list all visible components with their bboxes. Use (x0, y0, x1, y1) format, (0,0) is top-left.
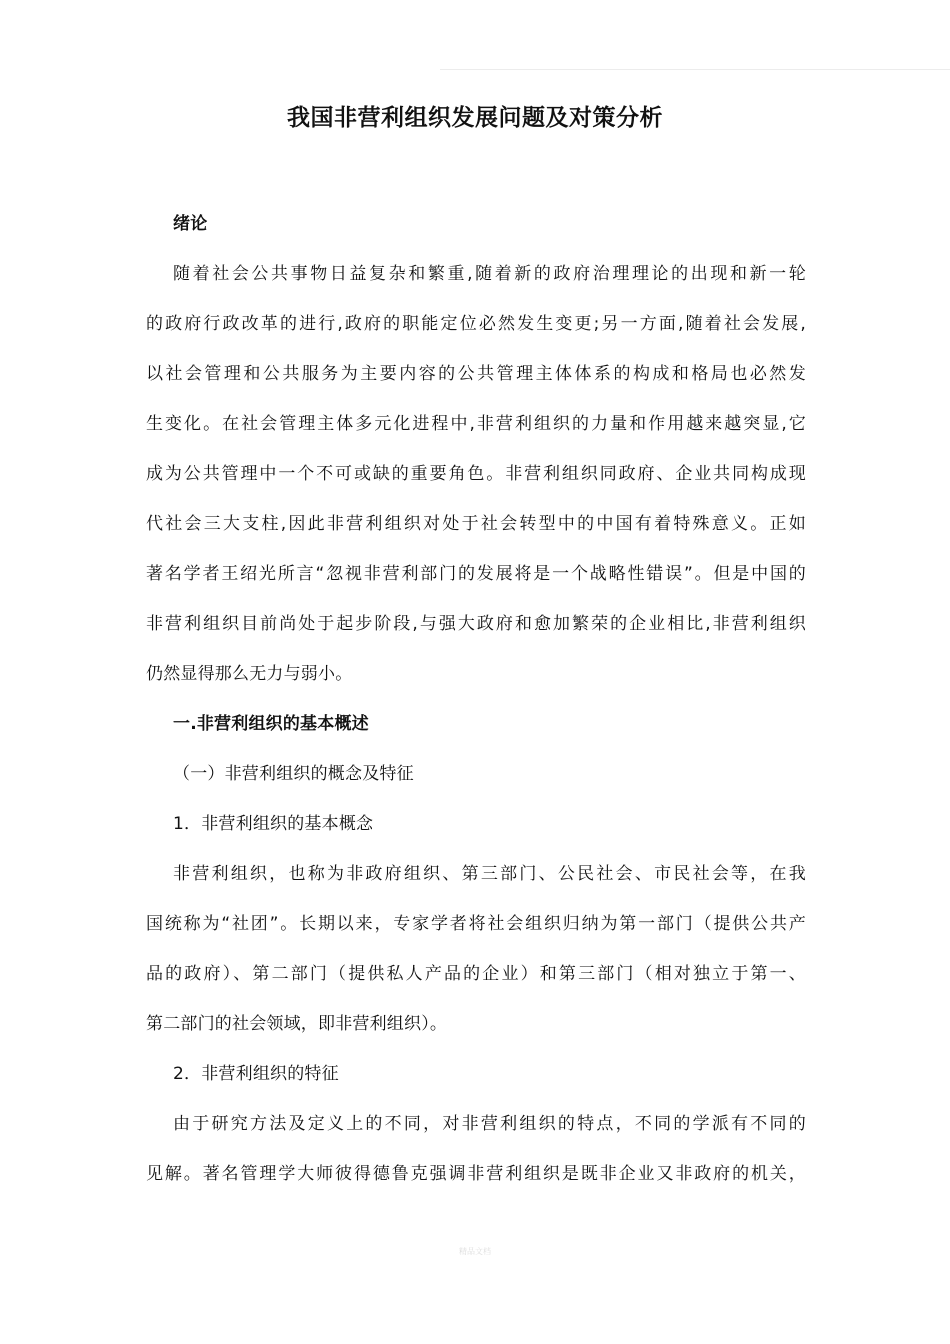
section-heading-1: 一.非营利组织的基本概述 (173, 714, 369, 734)
paragraph-line: 以社会管理和公共服务为主要内容的公共管理主体体系的构成和格局也必然发 (146, 364, 806, 384)
section-heading-intro: 绪论 (173, 214, 208, 234)
item-heading-1: 1．非营利组织的基本概念 (173, 814, 374, 834)
paragraph-line: 代社会三大支柱,因此非营利组织对处于社会转型中的中国有着特殊意义。正如 (146, 514, 806, 534)
paragraph-line: 第二部门的社会领域，即非营利组织）。 (146, 1014, 448, 1034)
paragraph-line: 著名学者王绍光所言“忽视非营利部门的发展将是一个战略性错误”。但是中国的 (146, 564, 806, 584)
paragraph-line: 品的政府）、第二部门（提供私人产品的企业）和第三部门（相对独立于第一、 (146, 964, 806, 984)
paragraph-line: 见解。著名管理学大师彼得德鲁克强调非营利组织是既非企业又非政府的机关， (146, 1164, 806, 1184)
paragraph-line: 国统称为“社团”。长期以来，专家学者将社会组织归纳为第一部门（提供公共产 (146, 914, 806, 934)
item-heading-2: 2．非营利组织的特征 (173, 1064, 339, 1084)
subsection-heading: （一）非营利组织的概念及特征 (173, 764, 414, 784)
paragraph-line: 的政府行政改革的进行,政府的职能定位必然发生变更;另一方面,随着社会发展, (146, 314, 806, 334)
paragraph-line: 非营利组织，也称为非政府组织、第三部门、公民社会、市民社会等，在我 (173, 864, 806, 884)
paragraph-line: 由于研究方法及定义上的不同，对非营利组织的特点，不同的学派有不同的 (173, 1114, 806, 1134)
header-rule (440, 69, 950, 70)
footer-watermark: 精品文档 (459, 1247, 491, 1256)
paragraph-line: 随着社会公共事物日益复杂和繁重,随着新的政府治理理论的出现和新一轮 (173, 264, 806, 284)
paragraph-line: 生变化。在社会管理主体多元化进程中,非营利组织的力量和作用越来越突显,它 (146, 414, 806, 434)
document-title: 我国非营利组织发展问题及对策分析 (287, 105, 663, 131)
paragraph-line: 仍然显得那么无力与弱小。 (146, 664, 353, 684)
paragraph-line: 成为公共管理中一个不可或缺的重要角色。非营利组织同政府、企业共同构成现 (146, 464, 806, 484)
document-body (146, 210, 806, 1210)
paragraph-line: 非营利组织目前尚处于起步阶段,与强大政府和愈加繁荣的企业相比,非营利组织 (146, 614, 806, 634)
